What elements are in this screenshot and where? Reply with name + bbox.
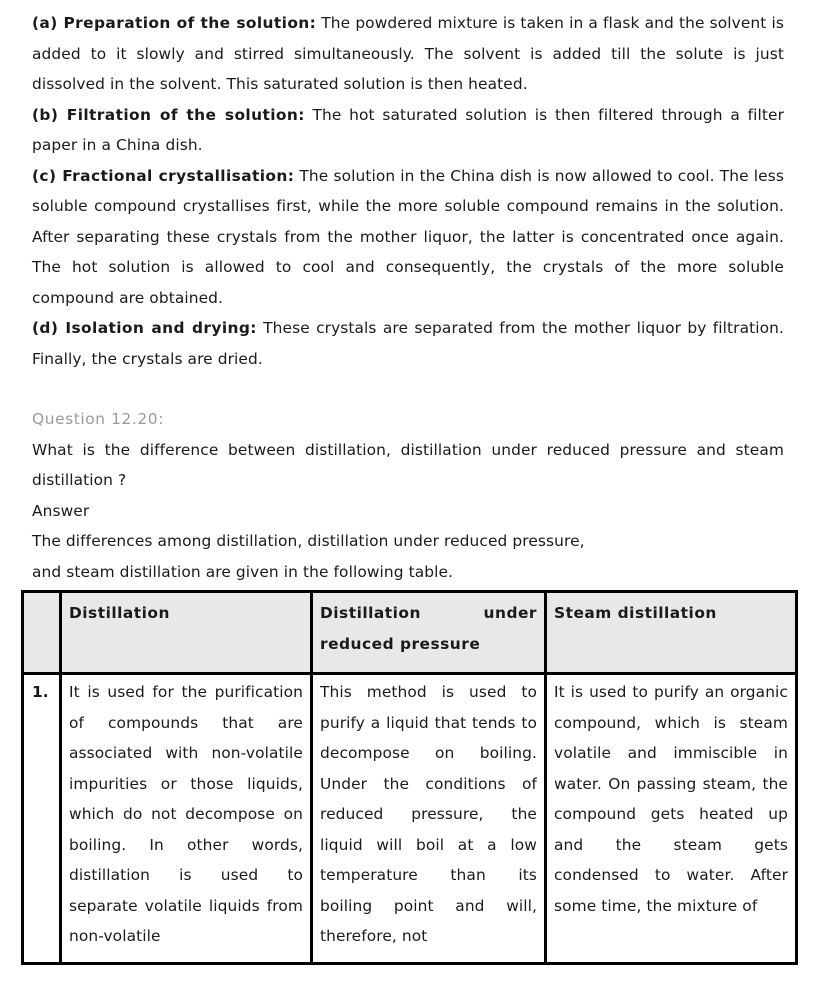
- step-b: [32, 100, 784, 161]
- cell-text-reduced-pressure: This method is used to purify a liquid that tends to decompose on boiling. Under the conditions of reduced pressure, the liquid will boil at a low temperature than its boiling point and will, therefore, not: [320, 683, 537, 945]
- cell-text-steam-distillation: It is used to purify an organic compound, which is steam volatile and immiscible in water. On passing steam, the compound gets heated up and the steam gets condensed to water. After some time, the mixture of: [554, 683, 788, 915]
- step-a-text: The powdered mixture is taken in a flask and the solvent is added to it slowly and stirred simultaneously. The solvent is added till the solute is just dissolved in the solvent. This saturated solution is then heated.: [32, 14, 784, 93]
- step-d-text: These crystals are separated from the mother liquor by filtration. Finally, the crystals are dried.: [32, 319, 784, 368]
- header-cell-reduced-pressure: Distillation under reduced pressure: [312, 592, 546, 674]
- step-d: [32, 313, 784, 374]
- document-body: [32, 8, 784, 587]
- header-cell-steam-distillation: Steam distillation: [546, 592, 797, 674]
- step-a-label: (a) Preparation of the solution:: [32, 14, 317, 32]
- step-c: [32, 161, 784, 314]
- comparison-table: [21, 590, 798, 965]
- row-number: 1.: [23, 674, 61, 964]
- answer-intro-line-1: The differences among distillation, distillation under reduced pressure,: [32, 532, 585, 550]
- table-row: [23, 674, 797, 964]
- table-cell: [312, 674, 546, 964]
- step-d-label: (d) Isolation and drying:: [32, 319, 257, 337]
- answer-intro-line-2: and steam distillation are given in the following table.: [32, 562, 454, 581]
- table-cell: [546, 674, 797, 964]
- question-text: What is the difference between distillation, distillation under reduced pressure and steam distillation ?: [32, 440, 784, 489]
- spacer: [32, 374, 784, 404]
- step-c-label: (c) Fractional crystallisation:: [32, 166, 295, 185]
- step-b-label: (b) Filtration of the solution:: [32, 105, 305, 124]
- header-cell-distillation: Distillation: [61, 592, 312, 674]
- step-c-text: The solution in the China dish is now allowed to cool. The less soluble compound crystallises first, while the more soluble compound remains in the solution. After separating these crystals from the mother liquor, the latter is concentrated once again. The hot solution is allowed to cool and consequently, the crystals of the more soluble compound are obtained.: [32, 166, 784, 307]
- question-heading: Question 12.20:: [32, 410, 164, 428]
- header-cell-number: [23, 592, 61, 674]
- table-header-row: [23, 592, 797, 674]
- step-b-text: The hot saturated solution is then filtered through a filter paper in a China dish.: [32, 105, 784, 154]
- cell-text-distillation: It is used for the purification of compounds that are associated with non-volatile impurities or those liquids, which do not decompose on boiling. In other words, distillation is used to separate volatile liquids from non-volatile: [69, 683, 303, 945]
- answer-label: Answer: [32, 501, 90, 520]
- table-cell: [61, 674, 312, 964]
- step-a: [32, 8, 784, 100]
